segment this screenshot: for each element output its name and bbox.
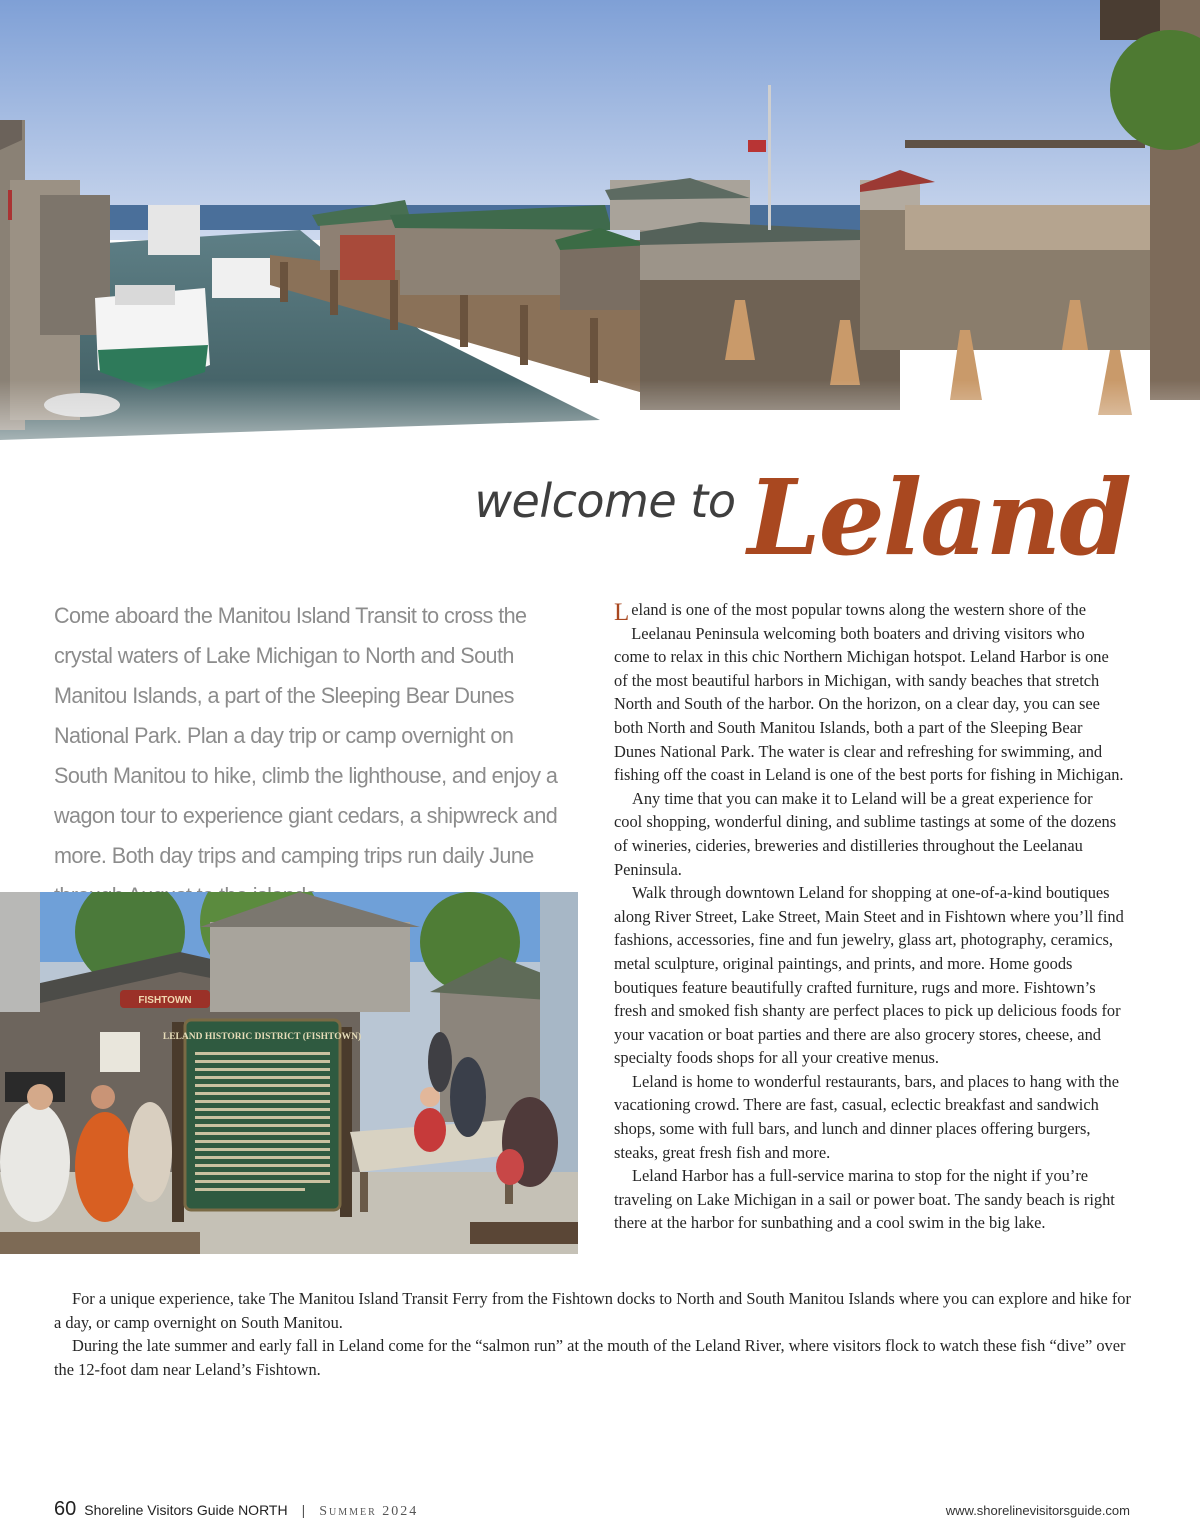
intro-pull-text: Come aboard the Manitou Island Transit to cross the crystal waters of Lake Michigan to North and South Manitou Islands, a part of the Sleeping Bear Dunes National Park. Plan a day trip or camp overnight on South Manitou to hike, climb the lighthouse, and enjoy a wagon tour to experience giant cedars, a shipwreck and more. Both day trips and camping trips run daily June [54, 603, 558, 868]
article-paragraph-1 [614, 598, 1124, 787]
shop-sign-text: FISHTOWN [138, 995, 192, 1006]
article-paragraph-3: Walk through downtown Leland for shopping at one-of-a-kind boutiques along River Street, Lake Street, Main Steet and in Fishtown where you’ll find fashions, accessories, fine and fun jewelry, glass art, photography, ceramics, metal sculpture, original paintings, and prints, and more. Home goods boutiques feature beautifully crafted furniture, rugs and more. Fishtown’s fresh and smoked fish shanty are perfect places to pick up delicious foods for your vacation or boat parties and there are also grocery stores, cheese, and specialty foods shops for all your creative menus. [614, 883, 1124, 1068]
article-paragraph-7: During the late summer and early fall in Leland come for the “salmon run” at the mouth of the Leland River, where visitors flock to watch these fish “dive” over the 12-foot dam near Leland’s Fishtown. [54, 1336, 1126, 1379]
website-url: www.shorelinevisitorsguide.com [945, 1503, 1130, 1518]
historic-sign-title: LELAND HISTORIC DISTRICT (FISHTOWN) [162, 1032, 362, 1042]
publication-name: Shoreline Visitors Guide NORTH [84, 1502, 288, 1518]
article-paragraph-4: Leland is home to wonderful restaurants, bars, and places to hang with the vacationing crowd. There are fast, casual, eclectic breakfast and sandwich shops, some with full bars, and lunch and dinner places offering burgers, steaks, great fresh fish and more. [614, 1071, 1120, 1162]
page-title [474, 450, 1130, 580]
article-paragraph-2: Any time that you can make it to Leland will be a great experience for cool shopping, wonderful dining, and sublime tastings at some of the dozens of wineries, cideries, breweries and distilleries throughout the Leelanau Peninsula. [614, 788, 1117, 879]
article-column [614, 598, 1124, 1235]
article-paragraph-6: For a unique experience, take The Manitou Island Transit Ferry from the Fishtown docks to North and South Manitou Islands where you can explore and hike for a day, or camp overnight on South Manitou. [54, 1289, 1131, 1332]
fishtown-sign-photo [0, 892, 578, 1254]
footer-separator: | [301, 1502, 306, 1518]
drop-cap: L [614, 599, 630, 626]
page-number: 60 [54, 1498, 77, 1520]
article-paragraph-5: Leland Harbor has a full-service marina to stop for the night if you’re traveling on Lake Michigan in a sail or power boat. The sandy beach is right there at the harbor for sunbathing and a cool swim in the big lake. [614, 1166, 1115, 1233]
issue-label: Summer 2024 [319, 1504, 419, 1519]
title-town-name: Leland [747, 456, 1130, 579]
title-welcome-text: welcome to [474, 474, 736, 528]
paragraph-1-text: eland is one of the most popular towns along the western shore of the Leelanau Peninsula welcoming both boaters and driving visitors who come to relax in this chic Northern Michigan hotspot. Leland Harbor is one of the most beautiful harbors in Michigan, with sandy beaches that stretch North and South of the harbor. On the horizon, on a clear day, you can see both North and South Manitou Islands, both a part of the Sleeping Bear Dunes National Park. The water is clear and refreshing for swimming, and fishing off the coast in Leland is one of the best ports for fishing in Michigan. [614, 600, 1124, 785]
article-full-width [54, 1287, 1134, 1381]
page-footer [54, 1498, 1130, 1524]
